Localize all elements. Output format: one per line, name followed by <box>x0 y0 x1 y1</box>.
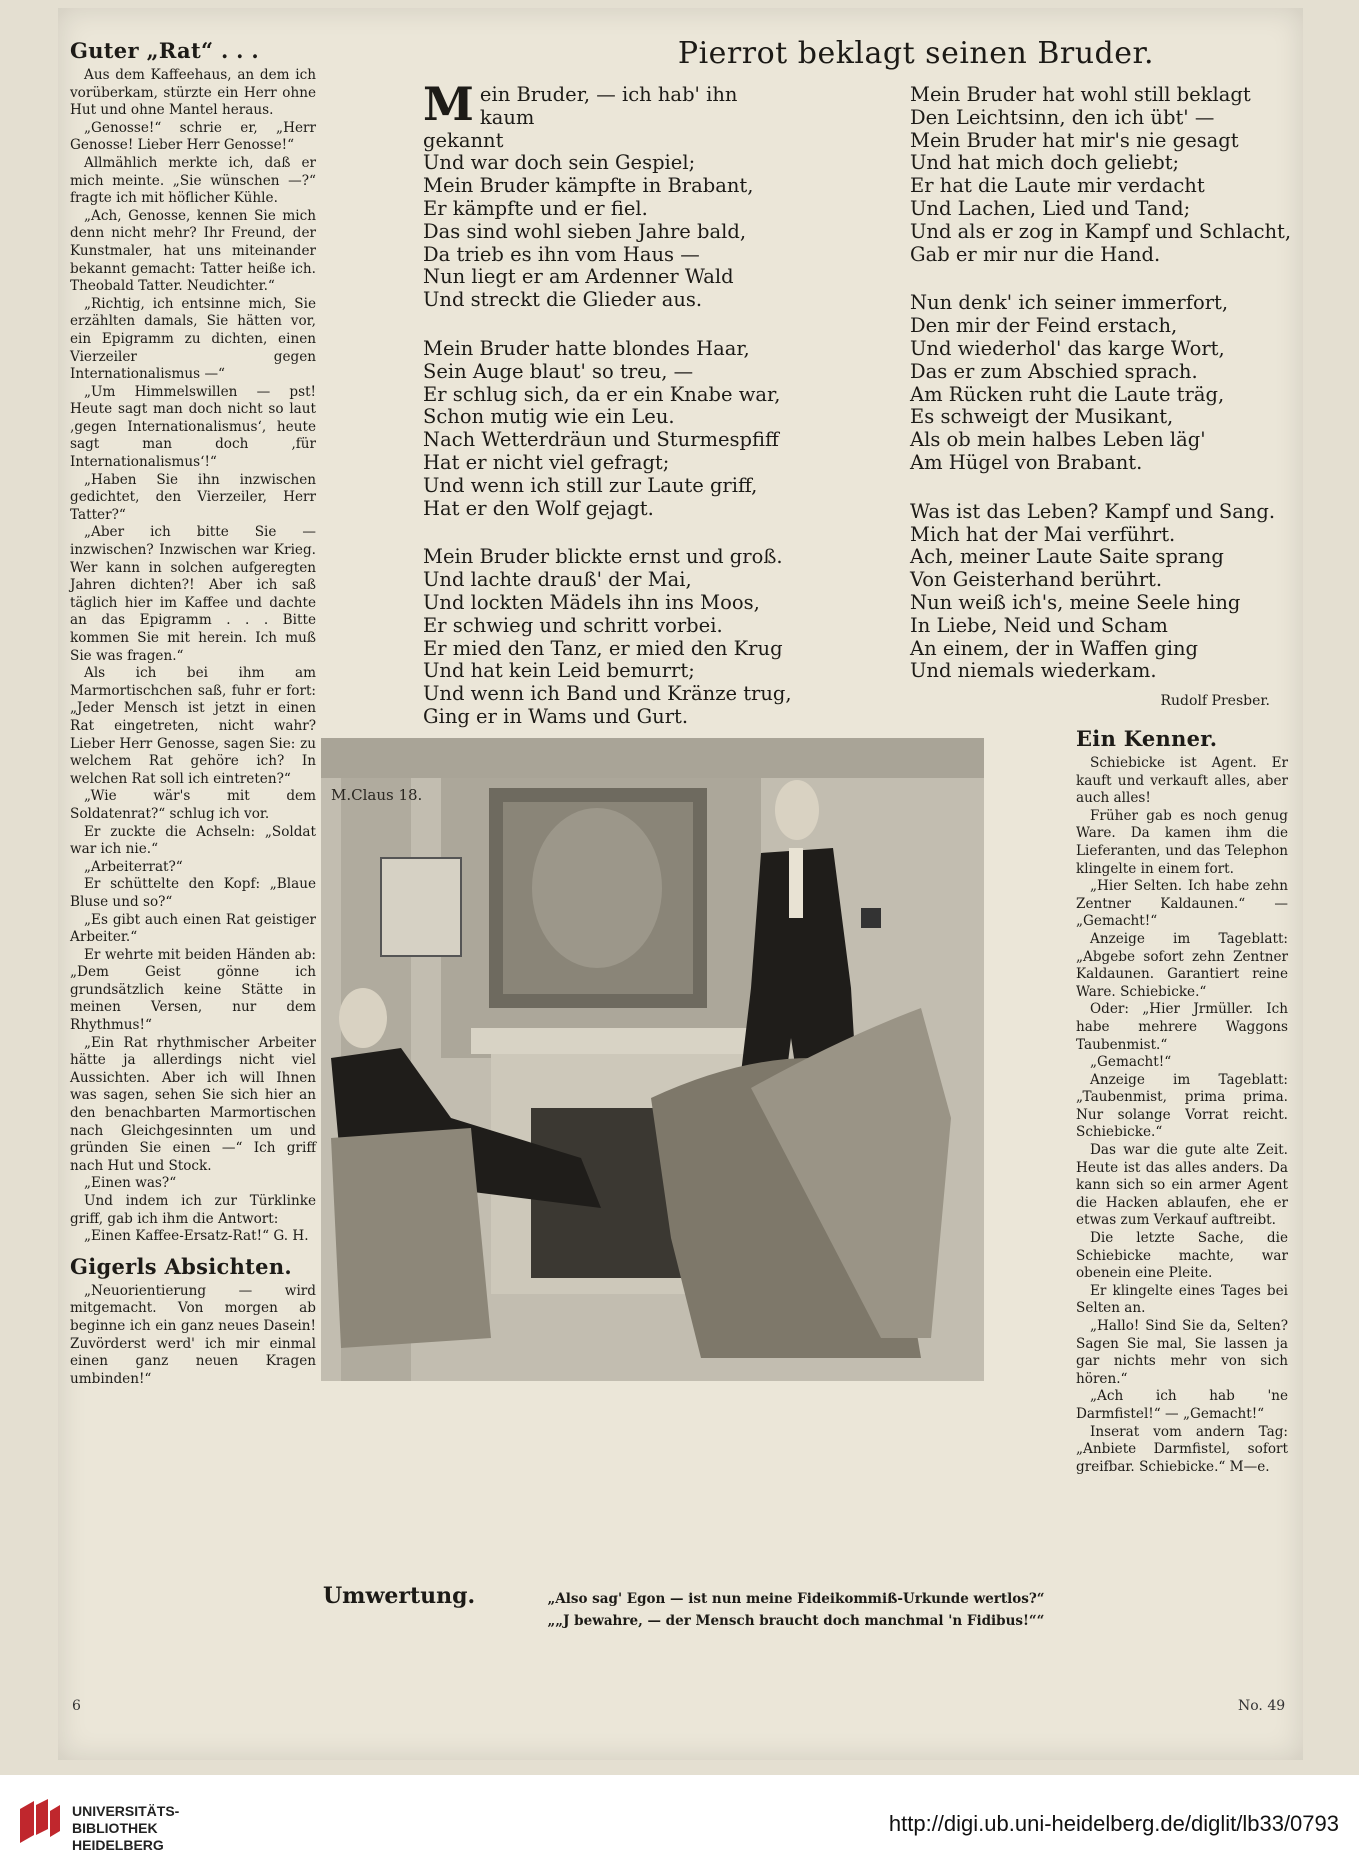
poem-line: Nun weiß ich's, meine Seele hing <box>910 590 1241 614</box>
caption-text <box>526 1588 1066 1632</box>
poem-line: ein Bruder, — ich hab' ihn kaum <box>479 83 738 129</box>
article-body-kenner <box>1076 755 1288 1476</box>
caption-line: „„J bewahre, — der Mensch braucht doch manchmal 'n Fidibus!““ <box>547 1613 1045 1629</box>
paragraph: Und indem ich zur Türklinke griff, gab ich ihm die Antwort: <box>70 1193 316 1227</box>
poem-line: Was ist das Leben? Kampf und Sang. <box>910 499 1276 523</box>
poem-line: Mein Bruder blickte ernst und groß. <box>423 545 783 569</box>
paragraph: „Hier Selten. Ich habe zehn Zentner Kaldaunen.“ — „Gemacht!“ <box>1076 878 1288 930</box>
poem-first-line <box>423 77 753 152</box>
illustration-drawing <box>321 738 984 1381</box>
paragraph: „Wie wär's mit dem Soldatenrat?“ schlug ich vor. <box>70 788 316 822</box>
left-column <box>70 38 316 1388</box>
poem-line: Mein Bruder hat mir's nie gesagt <box>910 128 1239 152</box>
poem-line: Und lachte drauß' der Mai, <box>423 568 692 592</box>
caption-title: Umwertung. <box>323 1583 476 1609</box>
poem-stanza <box>423 336 781 520</box>
paragraph: „Ach, Genosse, kennen Sie mich denn nicht mehr? Ihr Freund, der Kunstmaler, hat uns miteinander bekannt gemacht: Tatter heiße ich. Theobald Tatter. Neudichter.“ <box>70 207 316 295</box>
poem-stanza-lines <box>423 152 753 312</box>
poem-line: Er kämpfte und er fiel. <box>423 196 648 220</box>
paragraph: Er klingelte eines Tages bei Selten an. <box>1076 1282 1288 1317</box>
paragraph: „Neuorientierung — wird mitgemacht. Von morgen ab beginne ich ein ganz neues Dasein! Zuvörderst werd' ich mir einmal einen ganz neuen Kragen umbinden!“ <box>70 1282 316 1387</box>
poem-line: Das sind wohl sieben Jahre bald, <box>423 219 747 243</box>
poem-line: Mich hat der Mai verführt. <box>910 522 1176 546</box>
paragraph: „Ein Rat rhythmischer Arbeiter hätte ja allerdings nicht viel Aussichten. Aber ich will Ihnen was sagen, sehen Sie sich hier an den benachbarten Marmortischen nach Gleichgesinnten um und gründen Sie einen —“ Ich griff nach Hut und Stock. <box>70 1034 316 1174</box>
paragraph: „Einen Kaffee-Ersatz-Rat!“ G. H. <box>84 1228 309 1245</box>
paragraph: Er zuckte die Achseln: „Soldat war ich nie.“ <box>70 823 316 858</box>
artist-signature: M.Claus 18. <box>331 786 423 804</box>
poem-line: Er schwieg und schritt vorbei. <box>423 613 723 637</box>
article-heading-guter-rat: Guter „Rat“ . . . <box>70 38 260 63</box>
poem-dropcap: M <box>423 77 474 131</box>
poem-line: Hat er den Wolf gejagt. <box>423 496 654 520</box>
article-body-gigerl <box>70 1283 316 1389</box>
poem-stanza <box>910 501 1300 683</box>
poem-author: Rudolf Presber. <box>1160 693 1270 710</box>
poem-line: Und wiederhol' das karge Wort, <box>910 336 1225 360</box>
poem-line: Hat er nicht viel gefragt; <box>423 450 670 474</box>
paragraph: Schiebicke ist Agent. Er kauft und verkauft alles, aber auch alles! <box>1076 755 1288 807</box>
poem-line: Ging er in Wams und Gurt. <box>423 704 689 728</box>
poem-line: Als ob mein halbes Leben läg' <box>910 428 1206 452</box>
library-logo-icon <box>16 1799 64 1847</box>
issue-number: No. 49 <box>1238 1698 1286 1714</box>
paragraph: „Aber ich bitte Sie — inzwischen? Inzwischen war Krieg. Wer kann in solchen aufgeregten Jahren dichten?! Aber ich saß täglich hier im Kaffee und dachte an das Epigramm . . . Bitte kommen Sie mit herein. Ich muß Sie was fragen.“ <box>70 524 316 664</box>
poem-line: Sein Auge blaut' so treu, — <box>423 359 694 383</box>
poem-line: Und streckt die Glieder aus. <box>423 288 703 312</box>
poem-line: Gab er mir nur die Hand. <box>910 242 1161 266</box>
illustration <box>321 738 984 1381</box>
paragraph: „Ach ich hab 'ne Darmfistel!“ — „Gemacht!“ <box>1076 1388 1288 1422</box>
poem-line: Mein Bruder hatte blondes Haar, <box>423 336 750 360</box>
poem-line: Es schweigt der Musikant, <box>910 405 1174 429</box>
poem-line: Nun liegt er am Ardenner Wald <box>423 265 734 289</box>
poem-right-column <box>910 84 1300 709</box>
poem-line: Und als er zog in Kampf und Schlacht, <box>910 219 1292 243</box>
poem-line: Das er zum Abschied sprach. <box>910 359 1198 383</box>
poem-stanza <box>423 545 792 728</box>
poem-line: Und wenn ich Band und Kränze trug, <box>423 682 792 706</box>
poem-line: Und lockten Mädels ihn ins Moos, <box>423 590 760 614</box>
poem-line: Nun denk' ich seiner immerfort, <box>910 291 1229 315</box>
poem-line: Und war doch sein Gespiel; <box>423 151 696 175</box>
library-logo-text[interactable] <box>72 1803 179 1854</box>
paragraph: Das war die gute alte Zeit. Heute ist das alles anders. Da kann sich so ein armer Agent die Hacken ablaufen, ehe er etwas zum Verkauf auftreibt. <box>1076 1142 1288 1229</box>
paragraph: Als ich bei ihm am Marmortischchen saß, fuhr er fort: „Jeder Mensch ist jetzt in einen Rat eingetreten, nicht wahr? Lieber Herr Genosse, sagen Sie: zu welchem Rat gehöre ich? In welchen Rat soll ich eintreten?“ <box>70 665 316 787</box>
poem-left-column <box>423 77 792 755</box>
logo-line: UNIVERSITÄTS- <box>72 1803 180 1819</box>
article-body-guter-rat <box>70 67 316 1246</box>
poem-stanza <box>423 77 754 312</box>
paragraph: Er wehrte mit beiden Händen ab: „Dem Geist gönne ich grundsätzlich keine Stätte in meinen Versen, nur dem Rhythmus!“ <box>70 946 316 1034</box>
poem-line: Den Leichtsinn, den ich übt' — <box>910 105 1215 129</box>
poem-line: Er hat die Laute mir verdacht <box>910 174 1205 198</box>
logo-line: HEIDELBERG <box>72 1837 164 1853</box>
poem-line: Und niemals wiederkam. <box>910 659 1157 683</box>
logo-line: BIBLIOTHEK <box>72 1820 158 1836</box>
paragraph: „Gemacht!“ <box>1090 1054 1172 1071</box>
paragraph: Aus dem Kaffeehaus, an dem ich vorüberkam, stürzte ein Herr ohne Hut und ohne Mantel heraus. <box>70 67 316 119</box>
paragraph: Er schüttelte den Kopf: „Blaue Bluse und so?“ <box>70 876 316 910</box>
poem-line: In Liebe, Neid und Scham <box>910 613 1168 637</box>
caption-line: „Also sag' Egon — ist nun meine Fideikommiß-Urkunde wertlos?“ <box>547 1591 1045 1607</box>
magazine-page <box>58 8 1303 1760</box>
paragraph: Oder: „Hier Jrmüller. Ich habe mehrere Waggons Taubenmist.“ <box>1076 1001 1288 1053</box>
paragraph: Früher gab es noch genug Ware. Da kamen ihm die Lieferanten, und das Telephon klingelte in einem fort. <box>1076 807 1288 877</box>
article-heading-gigerl: Gigerls Absichten. <box>70 1253 293 1279</box>
poem-line: Da trieb es ihn vom Haus — <box>423 242 700 266</box>
page-number: 6 <box>72 1698 81 1714</box>
paragraph: Anzeige im Tageblatt: „Abgebe sofort zehn Zentner Kaldaunen. Garantiert reine Ware. Schiebicke.“ <box>1076 930 1288 1000</box>
poem-line: Von Geisterhand berührt. <box>910 568 1163 592</box>
poem-stanza <box>910 292 1300 474</box>
paragraph: Inserat vom andern Tag: „Anbiete Darmfistel, sofort greifbar. Schiebicke.“ M—e. <box>1076 1423 1288 1475</box>
poem-line: Mein Bruder kämpfte in Brabant, <box>423 174 754 198</box>
poem-line: An einem, der in Waffen ging <box>910 636 1199 660</box>
source-url-link[interactable]: http://digi.ub.uni-heidelberg.de/diglit/lb33/0793 <box>888 1811 1339 1836</box>
poem-line: gekannt <box>423 128 504 152</box>
paragraph: „Richtig, ich entsinne mich, Sie erzählten damals, Sie hätten vor, ein Epigramm zu dichten, einen Vierzeiler gegen Internationalismus —“ <box>70 295 316 383</box>
poem-line: Er schlug sich, da er ein Knabe war, <box>423 382 781 406</box>
poem-line: Den mir der Feind erstach, <box>910 314 1178 338</box>
poem-line: Schon mutig wie ein Leu. <box>423 405 675 429</box>
paragraph: Anzeige im Tageblatt: „Taubenmist, prima prima. Nur solange Vorrat reicht. Schiebicke.“ <box>1076 1071 1288 1141</box>
poem-line: Er mied den Tanz, er mied den Krug <box>423 636 783 660</box>
paragraph: „Um Himmelswillen — pst! Heute sagt man doch nicht so laut ‚gegen Internationalismus‘, heute sagt man doch ‚für Internationalismus‘!“ <box>70 383 316 471</box>
paragraph: „Es gibt auch einen Rat geistiger Arbeiter.“ <box>70 911 316 946</box>
poem-line: Am Hügel von Brabant. <box>910 450 1143 474</box>
paragraph: „Hallo! Sind Sie da, Selten? Sagen Sie mal, Sie lassen ja gar nichts mehr von sich hören.“ <box>1076 1318 1288 1387</box>
paragraph: „Einen was?“ <box>84 1175 177 1192</box>
right-column <box>1076 726 1288 1476</box>
poem-line: Nach Wetterdräun und Sturmespfiff <box>423 428 779 452</box>
paragraph: Die letzte Sache, die Schiebicke machte, war obenein eine Pleite. <box>1076 1230 1288 1282</box>
poem-line: Und hat mich doch geliebt; <box>910 151 1180 175</box>
poem-line: Und Lachen, Lied und Tand; <box>910 196 1191 220</box>
poem-line: Ach, meiner Laute Saite sprang <box>910 545 1224 569</box>
paragraph: „Arbeiterrat?“ <box>84 858 183 875</box>
article-heading-kenner: Ein Kenner. <box>1076 726 1218 751</box>
library-bar <box>0 1775 1359 1872</box>
paragraph: Allmählich merkte ich, daß er mich meinte. „Sie wünschen —?“ fragte ich mit höflicher Kühle. <box>70 154 316 207</box>
paragraph: „Genosse!“ schrie er, „Herr Genosse! Lieber Herr Genosse!“ <box>70 119 316 154</box>
poem-stanza <box>910 84 1300 266</box>
paragraph: „Haben Sie ihn inzwischen gedichtet, den Vierzeiler, Herr Tatter?“ <box>70 471 316 523</box>
poem-title: Pierrot beklagt seinen Bruder. <box>677 36 1155 71</box>
poem-line: Am Rücken ruht die Laute träg, <box>910 382 1225 406</box>
poem-line: Und wenn ich still zur Laute griff, <box>423 473 758 497</box>
poem-line: Mein Bruder hat wohl still beklagt <box>910 83 1251 106</box>
poem-line: Und hat kein Leid bemurrt; <box>423 659 695 683</box>
